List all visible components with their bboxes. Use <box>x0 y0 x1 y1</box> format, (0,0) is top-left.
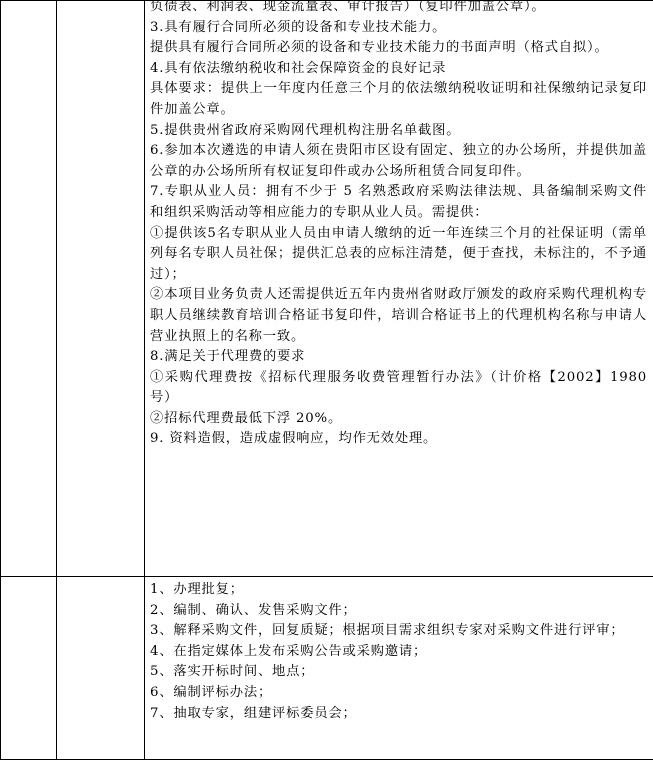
paragraph: 8.满足关于代理费的要求 <box>150 347 647 368</box>
table-row <box>1 1 653 577</box>
paragraph: ①提供该5名专职从业人员由申请人缴纳的近一年连续三个月的社保证明（需单列每名专职人员社保；提供汇总表的应标注清楚，便于查找，未标注的，不予通过）； <box>150 224 647 286</box>
paragraph: 5.提供贵州省政府采购网代理机构注册名单截图。 <box>150 121 647 142</box>
paragraph: 提供具有履行合同所必须的设备和专业技术能力的书面声明（格式自拟）。 <box>150 38 647 59</box>
row-1-content-cell <box>145 1 653 577</box>
table-row <box>1 577 653 760</box>
list-item: 5、落实开标时间、地点； <box>150 662 647 683</box>
paragraph: ②招标代理费最低下浮 20%。 <box>150 409 647 430</box>
list-item: 2、编制、确认、发售采购文件； <box>150 601 647 622</box>
paragraph: 9. 资料造假，造成虚假响应，均作无效处理。 <box>150 429 647 450</box>
paragraph: 负债表、利润表、现金流量表、审计报告）（复印件加盖公章）。 <box>150 0 647 18</box>
list-item: 3、解释采购文件，回复质疑；根据项目需求组织专家对采购文件进行评审； <box>150 621 647 642</box>
paragraph: 3.具有履行合同所必须的设备和专业技术能力。 <box>150 18 647 39</box>
paragraph: 6.参加本次遴选的申请人须在贵阳市区设有固定、独立的办公场所，并提供加盖公章的办公场所所有权证复印件或办公场所租赁合同复印件。 <box>150 141 647 182</box>
list-item: 6、编制评标办法； <box>150 683 647 704</box>
row-2-label-cell <box>57 577 145 760</box>
list-item: 7、抽取专家，组建评标委员会； <box>150 704 647 725</box>
paragraph: ①采购代理费按《招标代理服务收费管理暂行办法》（计价格【2002】1980 号） <box>150 368 647 409</box>
row-1-index-cell <box>1 1 57 577</box>
row-2-content-cell <box>145 577 653 760</box>
row-1-label-cell <box>57 1 145 577</box>
qualification-requirements <box>145 0 653 450</box>
paragraph: 具体要求：提供上一年度内任意三个月的依法缴纳税收证明和社保缴纳记录复印件加盖公章。 <box>150 79 647 120</box>
list-item: 1、办理批复； <box>150 580 647 601</box>
paragraph: 4.具有依法缴纳税收和社会保障资金的良好记录 <box>150 59 647 80</box>
paragraph: 7.专职从业人员：拥有不少于 5 名熟悉政府采购法律法规、具备编制采购文件和组织采购活动等相应能力的专职从业人员。需提供： <box>150 182 647 223</box>
row-2-index-cell <box>1 577 57 760</box>
agency-duties-list <box>145 580 653 724</box>
paragraph: ②本项目业务负责人还需提供近五年内贵州省财政厅颁发的政府采购代理机构专职人员继续教育培训合格证书复印件，培训合格证书上的代理机构名称与申请人营业执照上的名称一致。 <box>150 285 647 347</box>
list-item: 4、在指定媒体上发布采购公告或采购邀请； <box>150 642 647 663</box>
